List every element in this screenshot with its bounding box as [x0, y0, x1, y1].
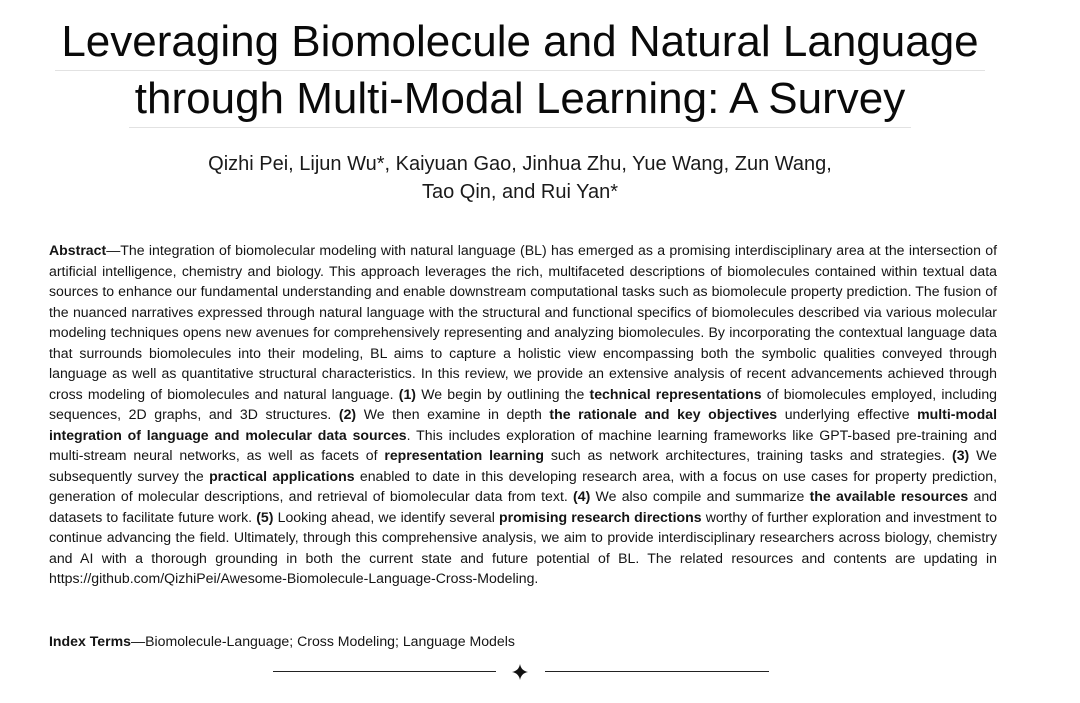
abstract-text: We then examine in depth	[356, 406, 550, 422]
abstract-text: We begin by outlining the	[416, 385, 590, 402]
index-terms	[49, 631, 997, 651]
abstract-emphasis: (2)	[338, 406, 357, 422]
abstract-text: such as network architectures, training tasks and strategies.	[543, 447, 953, 463]
abstract-emphasis: (1)	[398, 385, 416, 402]
abstract-text: We also compile and summarize	[590, 488, 810, 504]
paper-title-line-1: Leveraging Biomolecule and Natural Language	[55, 14, 984, 71]
abstract-text: worthy of further exploration and investment to continue advancing the field. Ultimately, through this comprehensive analysis, we aim to provide interdisciplinary researchers across biology, chemistry and AI with a thorough grounding in both the current state and future potential of BL. The related resources and contents are updating in https://github.com/QizhiPei/Awesome-Biomolecule-Language-Cross-Modeling.	[49, 508, 997, 586]
abstract-emphasis: practical applications	[209, 467, 355, 484]
abstract-emphasis: (5)	[256, 508, 274, 525]
abstract-emphasis: representation learning	[384, 447, 544, 463]
abstract-emphasis: multi-modal integration of language and molecular data sources	[49, 406, 997, 443]
abstract-text: underlying effective	[777, 406, 918, 422]
author-list	[0, 150, 1040, 206]
diamond-icon	[511, 663, 529, 681]
abstract-emphasis: (4)	[573, 488, 591, 504]
abstract-text: —The integration of biomolecular modeling with natural language (BL) has emerged as a promising interdisciplinary area at the intersection of artificial intelligence, chemistry and biology. This approach leverages the rich, multifaceted descriptions of biomolecules contained within textual data sources to enhance our fundamental understanding and enable downstream computational tasks such as biomolecule property prediction. The fusion of the nuanced narratives expressed through natural language with the structural and functional specifics of biomolecules described via various molecular modeling techniques opens new avenues for comprehensively representing and analyzing biomolecules. By incorporating the contextual language data that surrounds biomolecules into their modeling, BL aims to capture a holistic view encompassing both the symbolic qualities conveyed through language as well as quantitative structural characteristics. In this review, we provide an extensive analysis of recent advancements achieved through cross modeling of biomolecules and natural language.	[49, 242, 997, 402]
author-list-line-2: Tao Qin, and Rui Yan*	[421, 181, 619, 203]
abstract-text: and datasets to facilitate future work.	[49, 488, 997, 525]
author-list-line-1: Qizhi Pei, Lijun Wu*, Kaiyuan Gao, Jinhua Zhu, Yue Wang, Zun Wang,	[208, 153, 832, 175]
paper-title	[0, 14, 1040, 128]
abstract-emphasis: promising research directions	[498, 508, 702, 525]
separator-line-right	[545, 671, 769, 672]
paper-title-line-2: through Multi-Modal Learning: A Survey	[129, 71, 911, 128]
abstract-text: Looking ahead, we identify several	[273, 508, 499, 525]
abstract-emphasis: the rationale and key objectives	[549, 406, 778, 422]
separator-line-left	[273, 671, 496, 672]
abstract-text: of biomolecules employed, including sequences, 2D graphs, and 3D structures.	[49, 385, 997, 422]
abstract-label: Abstract	[49, 242, 107, 258]
index-terms-text: —Biomolecule-Language; Cross Modeling; Language Models	[130, 633, 515, 649]
abstract-emphasis: (3)	[952, 447, 970, 463]
abstract-paragraph	[49, 240, 997, 589]
index-terms-label: Index Terms	[49, 633, 131, 649]
abstract-text: . This includes exploration of machine learning frameworks like GPT-based pre-training and multi-stream neural networks, as well as facets of	[49, 426, 997, 463]
abstract-text: enabled to date in this developing research area, with a focus on use cases for property prediction, generation of molecular descriptions, and retrieval of biomolecular data from text.	[49, 467, 997, 504]
abstract-emphasis: the available resources	[809, 488, 969, 504]
abstract-text: We subsequently survey the	[49, 447, 998, 484]
abstract-emphasis: technical representations	[589, 385, 762, 402]
